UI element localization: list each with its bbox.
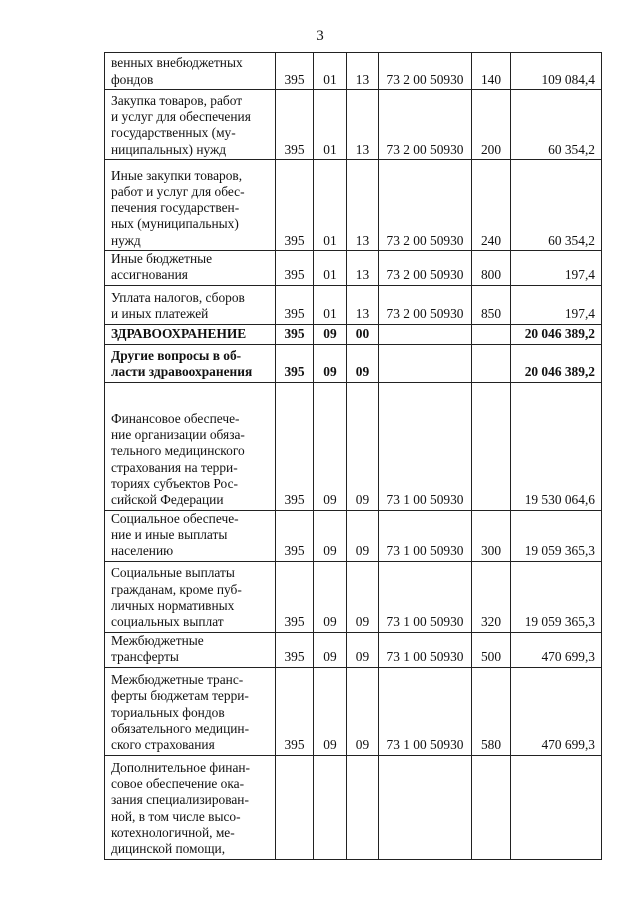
cell-rz: 09 [314, 344, 347, 382]
table-row [105, 632, 602, 667]
cell-pr: 09 [347, 510, 379, 561]
cell-sum: 20 046 389,2 [511, 344, 602, 382]
cell-ved: 395 [276, 53, 314, 90]
cell-cs: 73 2 00 50930 [379, 90, 472, 160]
cell-ved: 395 [276, 510, 314, 561]
cell-sum [511, 755, 602, 859]
cell-vr: 200 [472, 90, 511, 160]
table-row [105, 510, 602, 561]
cell-name: ЗДРАВООХРАНЕНИЕ [105, 324, 276, 344]
cell-cs: 73 1 00 50930 [379, 632, 472, 667]
cell-sum: 470 699,3 [511, 632, 602, 667]
cell-rz: 09 [314, 382, 347, 510]
cell-cs: 73 2 00 50930 [379, 285, 472, 324]
cell-pr: 09 [347, 667, 379, 755]
table-row [105, 667, 602, 755]
cell-rz: 01 [314, 285, 347, 324]
cell-pr: 09 [347, 632, 379, 667]
cell-ved: 395 [276, 382, 314, 510]
cell-sum: 470 699,3 [511, 667, 602, 755]
cell-ved: 395 [276, 561, 314, 632]
page-number: 3 [316, 28, 324, 44]
table-row [105, 561, 602, 632]
cell-pr: 13 [347, 285, 379, 324]
table-row [105, 90, 602, 160]
cell-sum: 197,4 [511, 285, 602, 324]
cell-ved [276, 755, 314, 859]
cell-sum: 60 354,2 [511, 90, 602, 160]
cell-cs [379, 755, 472, 859]
budget-table [104, 52, 602, 860]
cell-rz: 09 [314, 510, 347, 561]
cell-rz: 09 [314, 632, 347, 667]
cell-rz: 01 [314, 251, 347, 286]
cell-pr: 13 [347, 160, 379, 251]
cell-vr: 140 [472, 53, 511, 90]
table-row [105, 285, 602, 324]
cell-pr: 13 [347, 90, 379, 160]
cell-cs: 73 1 00 50930 [379, 382, 472, 510]
cell-rz: 09 [314, 324, 347, 344]
table-row [105, 324, 602, 344]
cell-pr: 09 [347, 344, 379, 382]
cell-ved: 395 [276, 632, 314, 667]
cell-sum: 19 059 365,3 [511, 561, 602, 632]
cell-vr [472, 344, 511, 382]
cell-vr: 240 [472, 160, 511, 251]
cell-name: венных внебюджетных фондов [105, 53, 276, 90]
table-row [105, 251, 602, 286]
cell-pr: 09 [347, 561, 379, 632]
cell-cs: 73 2 00 50930 [379, 251, 472, 286]
cell-ved: 395 [276, 667, 314, 755]
cell-sum: 20 046 389,2 [511, 324, 602, 344]
cell-rz: 01 [314, 90, 347, 160]
cell-vr [472, 324, 511, 344]
cell-name: Межбюджетные транс- ферты бюджетам терри- ториальных фондов обязательного медицин- ского страхования [105, 667, 276, 755]
cell-pr: 13 [347, 53, 379, 90]
table-row [105, 344, 602, 382]
cell-vr [472, 755, 511, 859]
cell-vr: 850 [472, 285, 511, 324]
cell-name: Иные закупки товаров, работ и услуг для обес- печения государствен- ных (муниципальных) нужд [105, 160, 276, 251]
cell-name: Финансовое обеспече- ние организации обяза- тельного медицинского страхования на терри- ториях субъектов Рос- сийской Федерации [105, 382, 276, 510]
cell-sum: 19 059 365,3 [511, 510, 602, 561]
cell-vr: 320 [472, 561, 511, 632]
cell-sum: 19 530 064,6 [511, 382, 602, 510]
cell-cs: 73 1 00 50930 [379, 561, 472, 632]
cell-rz: 09 [314, 667, 347, 755]
cell-sum: 60 354,2 [511, 160, 602, 251]
cell-cs: 73 2 00 50930 [379, 160, 472, 251]
cell-name: Закупка товаров, работ и услуг для обеспечения государственных (му- ниципальных) нужд [105, 90, 276, 160]
cell-ved: 395 [276, 344, 314, 382]
cell-name: Социальное обеспече- ние и иные выплаты населению [105, 510, 276, 561]
cell-vr: 580 [472, 667, 511, 755]
cell-vr: 300 [472, 510, 511, 561]
cell-pr: 00 [347, 324, 379, 344]
cell-ved: 395 [276, 324, 314, 344]
cell-ved: 395 [276, 90, 314, 160]
cell-vr [472, 382, 511, 510]
cell-rz [314, 755, 347, 859]
cell-name: Другие вопросы в об- ласти здравоохранения [105, 344, 276, 382]
cell-sum: 197,4 [511, 251, 602, 286]
table-row [105, 160, 602, 251]
cell-vr: 500 [472, 632, 511, 667]
cell-name: Дополнительное финан- совое обеспечение ока- зания специализирован- ной, в том числе высо- котехнологичной, ме- дицинской помощи, [105, 755, 276, 859]
cell-ved: 395 [276, 251, 314, 286]
table-body [105, 53, 602, 860]
table-row [105, 382, 602, 510]
cell-ved: 395 [276, 285, 314, 324]
cell-cs: 73 1 00 50930 [379, 667, 472, 755]
cell-name: Уплата налогов, сборов и иных платежей [105, 285, 276, 324]
cell-rz: 01 [314, 160, 347, 251]
cell-pr: 13 [347, 251, 379, 286]
cell-cs [379, 324, 472, 344]
cell-ved: 395 [276, 160, 314, 251]
cell-cs: 73 1 00 50930 [379, 510, 472, 561]
cell-vr: 800 [472, 251, 511, 286]
cell-rz: 01 [314, 53, 347, 90]
cell-cs [379, 344, 472, 382]
cell-pr [347, 755, 379, 859]
cell-cs: 73 2 00 50930 [379, 53, 472, 90]
table-row [105, 755, 602, 859]
cell-pr: 09 [347, 382, 379, 510]
cell-name: Межбюджетные трансферты [105, 632, 276, 667]
cell-name: Социальные выплаты гражданам, кроме пуб- личных нормативных социальных выплат [105, 561, 276, 632]
cell-name: Иные бюджетные ассигнования [105, 251, 276, 286]
cell-sum: 109 084,4 [511, 53, 602, 90]
table-row [105, 53, 602, 90]
cell-rz: 09 [314, 561, 347, 632]
